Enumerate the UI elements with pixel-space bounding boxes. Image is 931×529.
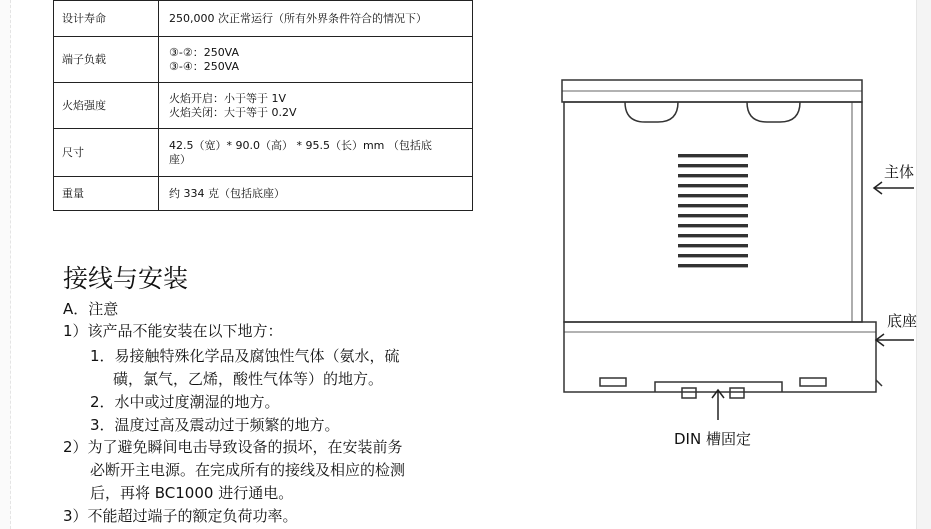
list-item: 2）为了避免瞬间电击导致设备的损坏，在安装前务 xyxy=(63,438,403,456)
base-clip-left xyxy=(600,378,626,386)
table-row xyxy=(54,37,473,83)
device-knob-right xyxy=(747,102,800,122)
spec-value: 约 334 克（包括底座） xyxy=(159,177,473,211)
list-item-continuation: 磺，氯气，乙烯，酸性气体等）的地方。 xyxy=(113,370,384,388)
list-item-continuation: 后，再将 BC1000 进行通电。 xyxy=(90,484,294,502)
label-din-rail: DIN 槽固定 xyxy=(674,430,751,448)
list-item: 1）该产品不能安装在以下地方： xyxy=(63,322,283,340)
label-base: 底座 xyxy=(887,312,918,330)
din-slot-tab xyxy=(730,388,744,398)
spec-key: 尺寸 xyxy=(54,129,159,177)
list-item: 2．水中或过度潮湿的地方。 xyxy=(90,393,280,411)
table-row xyxy=(54,129,473,177)
spec-key: 火焰强度 xyxy=(54,83,159,129)
list-item: 3．温度过高及震动过于频繁的地方。 xyxy=(90,416,340,434)
label-main-body: 主体 xyxy=(884,163,915,181)
spec-key: 端子负载 xyxy=(54,37,159,83)
subsection-heading: A．注意 xyxy=(63,300,119,318)
table-row xyxy=(54,177,473,211)
spec-key: 重量 xyxy=(54,177,159,211)
list-item: 3）不能超过端子的额定负荷功率。 xyxy=(63,507,298,525)
spec-value: ③-②：250VA ③-④：250VA xyxy=(159,37,473,83)
spec-value: 火焰开启：小于等于 1V 火焰关闭：大于等于 0.2V xyxy=(159,83,473,129)
device-main-body xyxy=(564,102,862,322)
vent-grille xyxy=(678,154,748,267)
left-margin-strip xyxy=(0,0,11,529)
list-item-continuation: 必断开主电源。在完成所有的接线及相应的检测 xyxy=(90,461,406,479)
list-item: 1．易接触特殊化学品及腐蚀性气体（氨水，硫 xyxy=(90,347,400,365)
device-knob-left xyxy=(625,102,678,122)
spec-value: 42.5（宽）* 90.0（高） * 95.5（长）mm （包括底 座） xyxy=(159,129,473,177)
din-slot-tab xyxy=(682,388,696,398)
spec-table xyxy=(53,0,473,211)
device-diagram xyxy=(540,70,920,460)
spec-value: 250,000 次正常运行（所有外界条件符合的情况下） xyxy=(159,1,473,37)
section-title: 接线与安装 xyxy=(63,264,189,293)
table-row xyxy=(54,1,473,37)
table-row xyxy=(54,83,473,129)
spec-key: 设计寿命 xyxy=(54,1,159,37)
base-clip-right xyxy=(800,378,826,386)
